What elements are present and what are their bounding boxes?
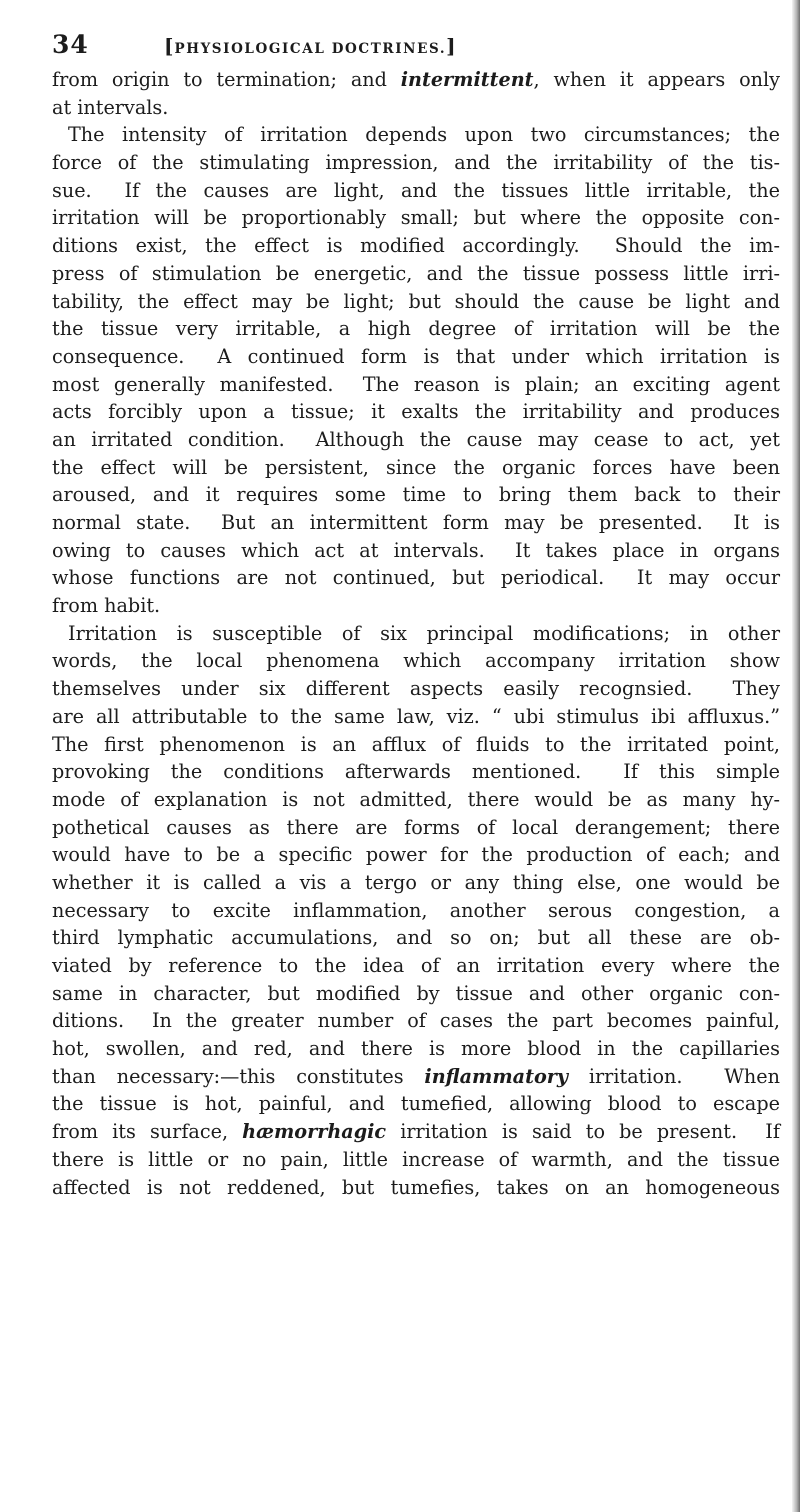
text-run: same in character, but modified by tissue and other organic con- (52, 981, 780, 1005)
text-line (52, 1063, 780, 1091)
text-line (52, 288, 780, 316)
page-edge-shadow (792, 0, 800, 1512)
text-line (52, 924, 780, 952)
page-header (52, 30, 772, 66)
running-head (164, 34, 457, 58)
text-run: provoking the conditions afterwards mentioned. If this simple (52, 760, 780, 784)
text-run: irritation is said to be present. If (386, 1120, 780, 1144)
text-line (52, 426, 780, 454)
text-line (52, 1118, 780, 1146)
text-line (52, 675, 780, 703)
text-run: are all attributable to the same law, viz. “ ubi stimulus ibi affluxus.” (52, 704, 780, 728)
text-run: from habit. (52, 594, 161, 618)
text-run: hot, swollen, and red, and there is more blood in the capillaries (52, 1037, 780, 1061)
text-run: third lymphatic accumulations, and so on; but all these are ob- (52, 926, 780, 950)
text-run: pothetical causes as there are forms of local derangement; there (52, 815, 780, 839)
text-run: sue. If the causes are light, and the tissues little irritable, the (52, 178, 780, 202)
text-run: whether it is called a vis a tergo or any thing else, one would be (52, 870, 780, 894)
text-run: Irritation is susceptible of six principal modifications; in other (68, 621, 780, 645)
text-line (52, 814, 780, 842)
text-line (52, 509, 780, 537)
text-line (52, 564, 780, 592)
text-line (52, 260, 780, 288)
text-run: would have to be a specific power for the production of each; and (52, 843, 780, 867)
text-line (52, 1007, 780, 1035)
text-run: acts forcibly upon a tissue; it exalts the irritability and produces (52, 400, 780, 424)
text-run: at intervals. (52, 95, 169, 119)
text-line (52, 1146, 780, 1174)
text-run: there is little or no pain, little increase of warmth, and the tissue (52, 1147, 780, 1171)
text-line (52, 703, 780, 731)
text-run: themselves under six different aspects easily recognsied. They (52, 677, 780, 701)
text-line (52, 758, 780, 786)
text-line (52, 481, 780, 509)
text-line (52, 177, 780, 205)
text-line (52, 897, 780, 925)
text-run: aroused, and it requires some time to bring them back to their (52, 483, 780, 507)
text-line (52, 841, 780, 869)
text-run: from its surface, (52, 1120, 243, 1144)
text-line (52, 94, 780, 122)
text-run: than necessary:—this constitutes (52, 1064, 425, 1088)
text-line (52, 1035, 780, 1063)
text-line (52, 454, 780, 482)
text-run: the effect will be persistent, since the organic forces have been (52, 455, 780, 479)
text-run: consequence. A continued form is that under which irritation is (52, 344, 780, 368)
text-run: the tissue very irritable, a high degree of irritation will be the (52, 317, 780, 341)
text-line (52, 869, 780, 897)
text-line (52, 315, 780, 343)
text-line (52, 1174, 780, 1202)
italic-term: inflammatory (424, 1064, 569, 1088)
text-run: most generally manifested. The reason is plain; an exciting agent (52, 372, 780, 396)
text-run: viated by reference to the idea of an irritation every where the (52, 954, 780, 977)
text-run: affected is not reddened, but tumefies, takes on an homogeneous (52, 1175, 780, 1199)
text-line (52, 620, 780, 648)
text-run: words, the local phenomena which accompany irritation show (52, 649, 780, 673)
text-run: mode of explanation is not admitted, there would be as many hy- (52, 787, 780, 811)
text-run: , when it appears only (533, 68, 780, 91)
text-run: The intensity of irritation depends upon two circumstances; the (68, 123, 780, 147)
text-line (52, 647, 780, 675)
page-number: 34 (52, 30, 89, 59)
running-head-title: PHYSIOLOGICAL DOCTRINES. (174, 41, 447, 57)
text-run: ditions exist, the effect is modified accordingly. Should the im- (52, 234, 780, 258)
text-line (52, 1090, 780, 1118)
text-line (52, 66, 780, 94)
text-line (52, 952, 780, 980)
text-line (52, 786, 780, 814)
text-run: necessary to excite inflammation, another serous congestion, a (52, 898, 780, 922)
text-line (52, 121, 780, 149)
text-run: an irritated condition. Although the cause may cease to act, yet (52, 427, 780, 451)
italic-term: hæmorrhagic (242, 1120, 387, 1144)
italic-term: intermittent (400, 68, 534, 91)
text-run: The first phenomenon is an afflux of fluids to the irritated point, (52, 732, 780, 756)
body-text (52, 66, 780, 1201)
text-run: normal state. But an intermittent form may be presented. It is (52, 511, 780, 534)
text-run: whose functions are not continued, but periodical. It may occur (52, 566, 780, 590)
text-line (52, 232, 780, 260)
text-run: tability, the effect may be light; but should the cause be light and (52, 289, 780, 313)
text-line (52, 149, 780, 177)
text-run: ditions. In the greater number of cases the part becomes painful, (52, 1009, 780, 1033)
text-line (52, 371, 780, 399)
text-run: irritation. When (568, 1064, 780, 1088)
bracket-close: ] (446, 34, 457, 58)
text-run: force of the stimulating impression, and the irritability of the tis- (52, 151, 780, 175)
text-run: the tissue is hot, painful, and tumefied, allowing blood to escape (52, 1092, 780, 1116)
text-run: irritation will be proportionably small; but where the opposite con- (52, 206, 780, 230)
text-line (52, 343, 780, 371)
text-run: owing to causes which act at intervals. It takes place in organs (52, 538, 780, 562)
text-line (52, 592, 780, 620)
text-line (52, 398, 780, 426)
text-line (52, 204, 780, 232)
bracket-open: [ (164, 34, 175, 58)
text-line (52, 731, 780, 759)
text-run: press of stimulation be energetic, and the tissue possess little irri- (52, 261, 780, 285)
text-line (52, 537, 780, 565)
text-run: from origin to termination; and (52, 68, 401, 91)
text-line (52, 980, 780, 1008)
